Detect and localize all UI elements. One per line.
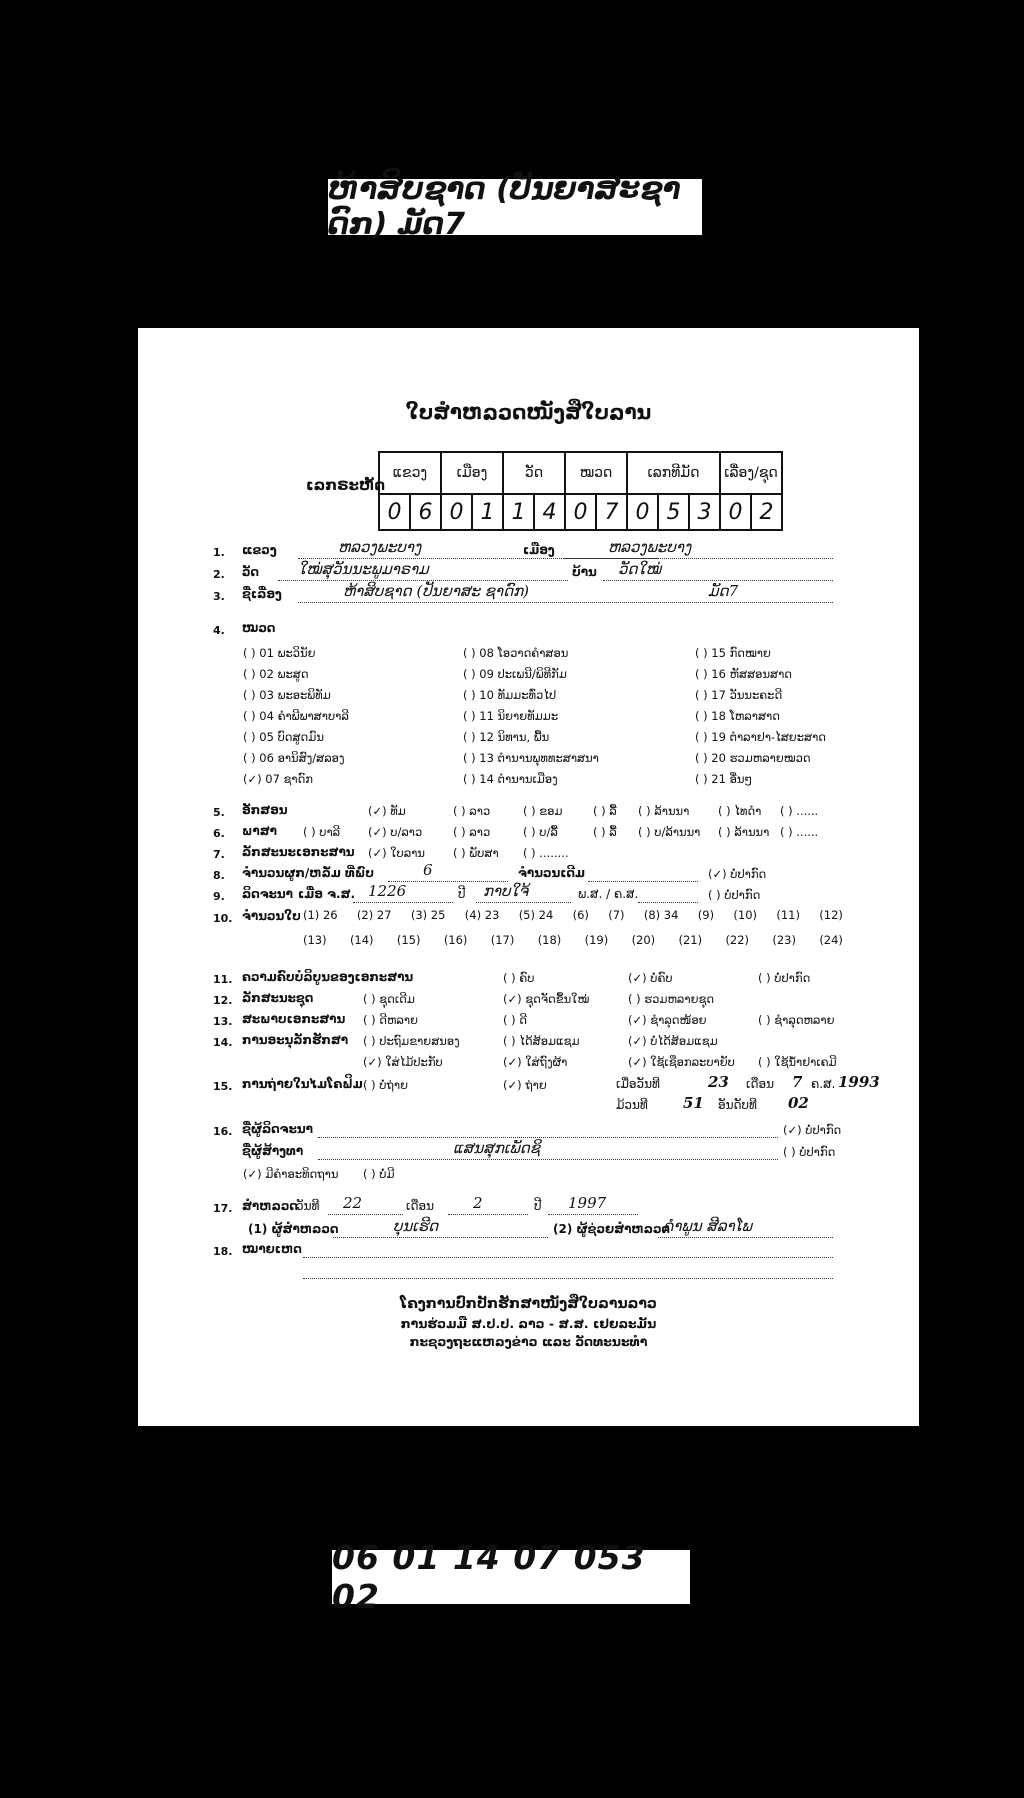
material-option[interactable]: ( ) ພັບສາ [453,846,499,860]
material-label: ລັກສະນະເອກະສານ [242,845,355,859]
category-option[interactable]: ( ) 05 ບົດສູດມົນ [243,730,324,744]
microfilm-day-value: 23 [708,1073,729,1091]
category-label: ໝວດ [242,621,276,635]
row-number: 15. [213,1080,233,1093]
village-value: ວັດໃໝ່ [618,560,662,578]
district-value: ຫລວງພະບາງ [608,538,692,556]
composed-date-label: ເມື່ອ ຈ.ສ. [298,887,356,901]
completeness-option[interactable]: ( ) ບໍ່ປາກົດ [758,971,811,985]
survey-form-sheet [138,328,919,1426]
title-value: ຫ້າສິບຊາດ (ປັນຍາສະ ຊາດົກ) [343,582,530,600]
microfilm-month-value: 7 [792,1073,803,1091]
leaf-count-cell: (17) [490,933,515,947]
author-label: ຊື່ຜູ້ລິດຈະນາ [242,1122,313,1136]
bottom-code-label: 06 01 14 07 053 02 [332,1550,690,1604]
category-option[interactable]: (✓) 07 ຊາດົກ [243,772,314,786]
category-option[interactable]: ( ) 17 ວັນນະຄະດີ [695,688,783,702]
language-option[interactable]: ( ) ...... [780,825,819,839]
leaf-count-cell: (5) 24 [518,908,554,922]
row-number: 14. [213,1036,233,1049]
language-option[interactable]: ( ) ລື້ [593,825,617,839]
code-header-category: ໝວດ [565,452,627,494]
survey-year-value: 1997 [568,1194,607,1212]
language-option[interactable]: ( ) ບ/ລ້ານນາ [638,825,701,839]
leaf-count-cell: (2) 27 [356,908,392,922]
code-digit: 0 [379,494,410,530]
reel-label: ມ້ວນທີ [616,1098,648,1112]
leaf-count-cell: (11) [776,908,800,922]
category-option[interactable]: ( ) 18 ໂຫລາສາດ [695,709,780,723]
footer-cooperation: ການຮ່ວມມື ສ.ປ.ປ. ລາວ - ສ.ສ. ເຢຍລະມັນ [400,1316,657,1331]
leaf-count-cell: (14) [349,933,374,947]
survey-month-label: ເດືອນ [406,1199,435,1213]
category-option[interactable]: ( ) 13 ຕຳນານພຸທທະສາສນາ [463,751,599,765]
category-option[interactable]: ( ) 14 ຕຳນານເມືອງ [463,772,558,786]
leaf-count-cell: (6) [572,908,589,922]
code-label: ເລກຣະຫັດ [306,476,386,494]
condition-option[interactable]: (✓) ຊຳລຸດໜ້ອຍ [628,1013,707,1027]
code-header-district: ເມືອງ [441,452,503,494]
leaf-count-cell: (9) [697,908,715,922]
row-number: 11. [213,973,233,986]
script-option[interactable]: ( ) ລ້ານນາ [638,804,690,818]
set-type-option[interactable]: ( ) ຊຸດເດີມ [363,992,415,1006]
microfilm-option[interactable]: (✓) ຖ່າຍ [503,1078,547,1092]
survey-month-value: 2 [473,1194,483,1212]
row-number: 12. [213,994,233,1007]
microfilm-year-label: ຄ.ສ. [811,1077,836,1091]
category-option[interactable]: ( ) 20 ຮວມຫລາຍໝວດ [695,751,811,765]
survey-year-label: ປີ [534,1199,542,1213]
code-digit: 1 [472,494,503,530]
code-header-province: ແຂວງ [379,452,441,494]
category-option[interactable]: ( ) 08 ໂອວາດຄຳສອນ [463,646,569,660]
leaf-count-cell: (12) [819,908,843,922]
fascicles-found-value: 6 [423,861,433,879]
row-number: 17. [213,1202,233,1215]
row-number: 7. [213,848,225,861]
dedication-option[interactable]: ( ) ບໍ່ມີ [363,1167,395,1181]
sponsor-unknown-option[interactable]: ( ) ບໍ່ປາກົດ [783,1145,836,1159]
set-type-option[interactable]: (✓) ຊຸດຈັດຂຶ້ນໃໝ່ [503,992,590,1006]
material-option[interactable]: (✓) ໃບລານ [368,846,425,860]
microfilm-month-label: ເດືອນ [746,1077,775,1091]
leaf-count-cell: (23) [772,933,796,947]
script-option[interactable]: ( ) ລາວ [453,804,491,818]
reel-value: 51 [683,1094,704,1112]
microfilm-label: ການຖ່າຍໃນໄມໂຄຟິມ [242,1077,363,1091]
leaf-count-cell: (24) [819,933,843,947]
title-label: ຊື່ເລື່ອງ [242,587,282,601]
script-option[interactable]: ( ) ໄທດຳ [718,804,762,818]
material-option[interactable]: ( ) ........ [523,846,569,860]
language-option[interactable]: ( ) ລ້ານນາ [718,825,770,839]
row-number: 9. [213,890,225,903]
code-header-temple: ວັດ [503,452,565,494]
leaf-count-cell: (8) 34 [643,908,679,922]
surveyor-value: ບຸນເຮີດ [393,1217,439,1235]
code-table [378,451,783,531]
form-title: ໃບສຳຫລວດໜັງສືໃບລານ [405,400,652,424]
leaf-count-cell: (22) [725,933,750,947]
code-digit: 3 [689,494,720,530]
language-label: ພາສາ [242,824,277,838]
category-option[interactable]: ( ) 21 ອື່ນໆ [695,772,753,786]
code-header-story: ເລື່ອງ/ຊຸດ [720,452,782,494]
completeness-option[interactable]: ( ) ຄົບ [503,971,535,985]
preservation-option[interactable]: ( ) ໃຊ້ນ້ຳຢາເຄມີ [758,1055,837,1069]
category-option[interactable]: ( ) 02 ພະສູດ [243,667,309,681]
survey-day-label: ວັນທີ [296,1199,320,1213]
microfilm-option[interactable]: ( ) ບໍ່ຖ່າຍ [363,1078,408,1092]
era-label: ພ.ສ. / ຄ.ສ. [578,887,639,901]
completeness-label: ຄວາມຄົບບໍລິບູນຂອງເອກະສານ [242,970,414,984]
condition-label: ສະພາບເອກະສານ [242,1012,346,1026]
set-type-option[interactable]: ( ) ຮວມຫລາຍຊຸດ [628,992,715,1006]
preservation-option[interactable]: ( ) ປະຖົມຂາຍສນອງ [363,1034,460,1048]
row-number: 18. [213,1245,233,1258]
year-label: ປີ [458,887,466,901]
leaf-count-cell: (16) [443,933,468,947]
preservation-option[interactable]: (✓) ບໍ່ໄດ້ສ້ອມແຊມ [628,1034,718,1048]
category-option[interactable]: ( ) 10 ທັມມະທົ່ວໄປ [463,688,557,702]
leaf-count-cell: (20) [631,933,656,947]
language-option[interactable]: ( ) ລາວ [453,825,491,839]
composed-label: ລິດຈະນາ [242,887,293,901]
village-label: ບ້ານ [572,565,597,579]
leaf-count-cell: (21) [678,933,703,947]
leaf-count-grid [303,908,843,947]
footer-ministry: ກະຊວງຖະແຫລງຂ່າວ ແລະ ວັດທະນະທຳ [409,1334,648,1349]
preservation-option[interactable]: (✓) ໃຊ້ເຊືອກລະບາຍັບ [628,1055,735,1069]
bundle-value: ມັດ7 [708,582,739,600]
province-label: ແຂວງ [242,543,277,557]
remarks-label: ໝາຍເຫດ [242,1242,302,1256]
category-option[interactable]: ( ) 11 ນິຍາຍທັມມະ [463,709,559,723]
leaf-count-cell: (13) [303,933,327,947]
fascicles-found-label: ຈຳນວນຜູກ/ຫລັ່ມ ທີ່ພົບ [242,866,374,880]
category-option[interactable]: ( ) 04 ຄຳພີພາສາບາລີ [243,709,349,723]
row-number: 3. [213,590,225,603]
code-digit: 4 [534,494,565,530]
leaf-count-cell: (15) [396,933,421,947]
code-digit: 2 [751,494,782,530]
script-label: ອັກສອນ [242,803,288,817]
set-type-label: ລັກສະນະຊຸດ [242,991,314,1005]
dedication-option[interactable]: (✓) ມີຄຳອະທິດຖານ [243,1167,339,1181]
category-option[interactable]: ( ) 06 ອານິສົງ/ສລອງ [243,751,345,765]
footer-project: ໂຄງການປົກປັກຮັກສາໜັງສືໃບລານລາວ [400,1296,657,1312]
row-number: 13. [213,1015,233,1028]
top-title-label: ຫ້າສິບຊາດ (ປັນຍາສະຊາດົກ) ມັດ7 [328,179,702,235]
condition-option[interactable]: ( ) ດີຫລາຍ [363,1013,418,1027]
chula-era-value: 1226 [368,882,407,900]
sponsor-label: ຊື່ຜູ້ສ້າງທາ [242,1144,304,1158]
district-label: ເມືອງ [523,543,555,557]
script-option[interactable]: (✓) ທັມ [368,804,406,818]
order-value: 02 [788,1094,809,1112]
script-option[interactable]: ( ) ...... [780,804,819,818]
order-label: ອັນດັບທີ [718,1098,757,1112]
leaf-count-cell: (10) [733,908,758,922]
row-number: 5. [213,806,225,819]
original-count-option[interactable]: (✓) ບໍ່ປາກົດ [708,867,767,881]
completeness-option[interactable]: (✓) ບໍ່ຄົບ [628,971,673,985]
row-number: 2. [213,568,225,581]
category-option[interactable]: ( ) 09 ປະເພນີ/ພິທີກັມ [463,667,567,681]
code-digit: 0 [720,494,751,530]
category-option[interactable]: ( ) 12 ນິທານ, ພື້ນ [463,730,550,744]
composed-unknown-option[interactable]: ( ) ບໍ່ປາກົດ [708,888,761,902]
preservation-option[interactable]: (✓) ໃສ່ຖົງຜ້າ [503,1055,568,1069]
original-count-label: ຈຳນວນເດີມ [518,866,586,880]
preservation-option[interactable]: ( ) ໄດ້ສ້ອມແຊມ [503,1034,580,1048]
assistant-label: (2) ຜູ້ຊ່ວຍສຳຫລວດ [553,1222,671,1236]
row-number: 4. [213,624,225,637]
year-value: ກາບໃຈ້ [483,882,529,900]
row-number: 10. [213,912,233,925]
category-option[interactable]: ( ) 19 ຕຳລາຢາ-ໄສຍະສາດ [695,730,826,744]
code-header-bundle: ເລກທີມັດ [627,452,720,494]
code-digit: 5 [658,494,689,530]
condition-option[interactable]: ( ) ຊຳລຸດຫລາຍ [758,1013,835,1027]
language-option[interactable]: ( ) ບ/ລື້ [523,825,558,839]
script-option[interactable]: ( ) ຂອມ [523,804,563,818]
code-digit: 1 [503,494,534,530]
category-option[interactable]: ( ) 03 ພະອະພິທັມ [243,688,331,702]
row-number: 1. [213,546,225,559]
temple-label: ວັດ [242,565,260,579]
surveyor-label: (1) ຜູ້ສຳຫລວດ [248,1222,339,1236]
code-digit: 6 [410,494,441,530]
row-number: 8. [213,869,225,882]
leaf-count-cell: (18) [537,933,562,947]
leaf-count-cell: (3) 25 [410,908,446,922]
author-unknown-option[interactable]: (✓) ບໍ່ປາກົດ [783,1123,842,1137]
script-option[interactable]: ( ) ລື້ [593,804,617,818]
preservation-label: ການອະນຸລັກຮັກສາ [242,1033,349,1047]
leaf-count-cell: (19) [584,933,609,947]
category-option[interactable]: ( ) 16 ຫັສສອນສາດ [695,667,792,681]
category-option[interactable]: ( ) 01 ພະວິນັຍ [243,646,316,660]
row-number: 16. [213,1125,233,1138]
survey-day-value: 22 [343,1194,363,1212]
row-number: 6. [213,827,225,840]
language-option[interactable]: ( ) ບາລີ [303,825,341,839]
preservation-option[interactable]: (✓) ໃສ່ໄມ້ປະກັບ [363,1055,443,1069]
leaf-count-label: ຈຳນວນໃບ [242,909,301,923]
province-value: ຫລວງພະບາງ [338,538,422,556]
survey-label: ສຳຫລວດ [242,1199,298,1213]
leaf-count-cell: (7) [608,908,625,922]
category-option[interactable]: ( ) 15 ກົດໝາຍ [695,646,771,660]
code-digit: 0 [627,494,658,530]
leaf-count-cell: (4) 23 [464,908,500,922]
microfilm-date-label: ເມື່ອວັນທີ [616,1077,660,1091]
code-digit: 0 [441,494,472,530]
code-digit: 0 [565,494,596,530]
code-digit: 7 [596,494,627,530]
microfilm-year-value: 1993 [838,1073,880,1091]
sponsor-value: ແສນສຸກເພັດຊິ [453,1139,541,1157]
condition-option[interactable]: ( ) ດີ [503,1013,527,1027]
assistant-value: ຄຳພູນ ສີລາໂພ [663,1217,752,1235]
leaf-count-cell: (1) 26 [303,908,338,922]
temple-value: ໃໝ່ສຸວັນນະພູມາຣາມ [298,560,429,578]
language-option[interactable]: (✓) ບ/ລາວ [368,825,423,839]
